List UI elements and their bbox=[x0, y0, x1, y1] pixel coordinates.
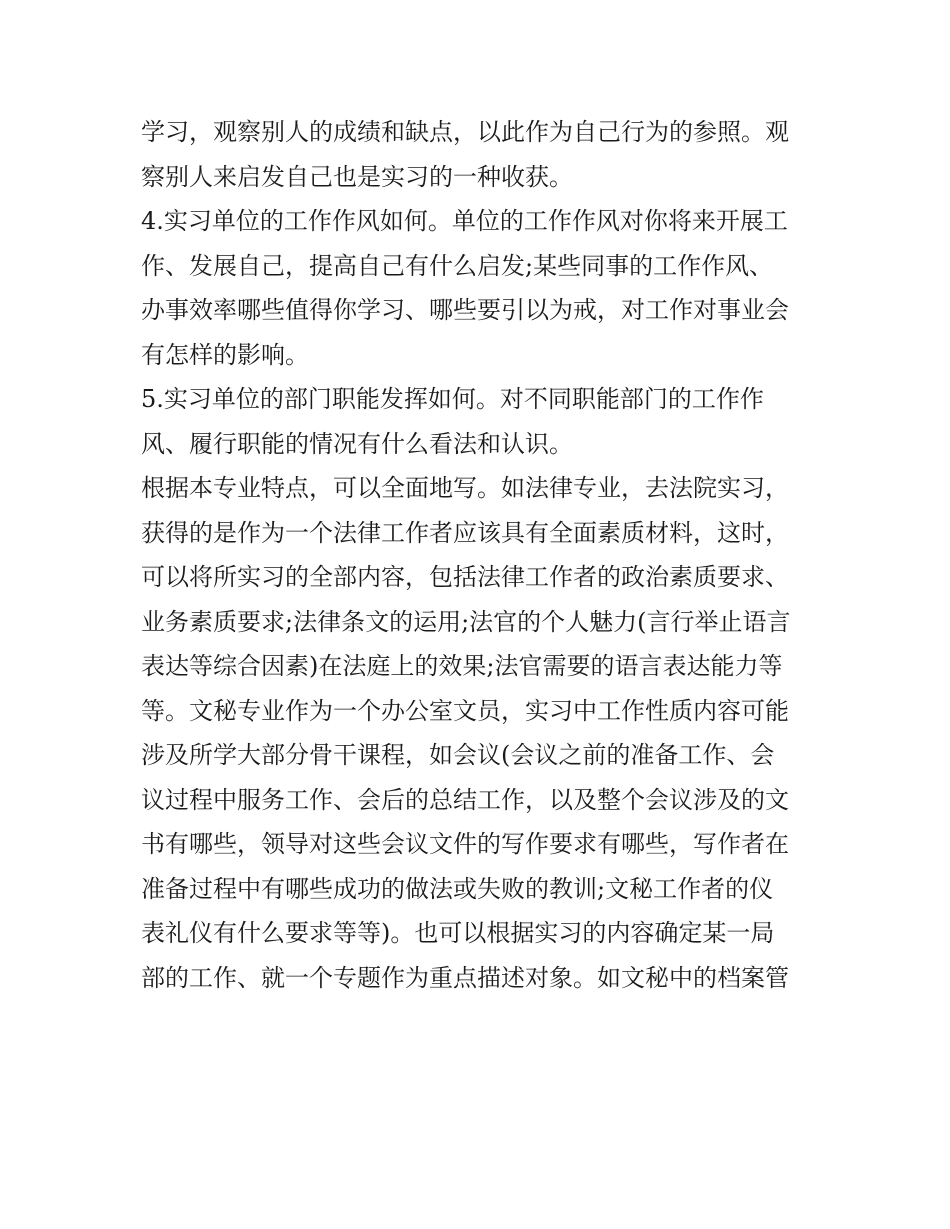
text-line-19: 表礼仪有什么要求等等)。也可以根据实习的内容确定某一局 bbox=[141, 919, 775, 947]
text-line-2: 察别人来启发自己也是实习的一种收获。 bbox=[141, 162, 573, 191]
text-line-18: 准备过程中有哪些成功的做法或失败的教训;文秘工作者的仪 bbox=[141, 874, 774, 903]
text-line-5: 办事效率哪些值得你学习、哪些要引以为戒，对工作对事业会 bbox=[141, 296, 789, 324]
text-line-10: 获得的是作为一个法律工作者应该具有全面素质材料，这时， bbox=[141, 518, 789, 547]
text-line-1: 学习，观察别人的成绩和缺点，以此作为自己行为的参照。观 bbox=[141, 118, 789, 146]
text-line-13: 表达等综合因素)在法庭上的效果;法官需要的语言表达能力等 bbox=[141, 652, 783, 680]
text-line-4: 作、发展自己，提高自己有什么启发;某些同事的工作作风、 bbox=[141, 251, 774, 280]
text-line-16: 议过程中服务工作、会后的总结工作，以及整个会议涉及的文 bbox=[141, 785, 789, 814]
text-line-12: 业务素质要求;法律条文的运用;法官的个人魅力(言行举止语言 bbox=[141, 607, 791, 636]
text-line-20: 部的工作、就一个专题作为重点描述对象。如文秘中的档案管 bbox=[141, 963, 789, 992]
text-line-8: 风、履行职能的情况有什么看法和认识。 bbox=[141, 429, 573, 458]
text-line-17: 书有哪些，领导对这些会议文件的写作要求有哪些，写作者在 bbox=[141, 830, 789, 858]
text-line-11: 可以将所实习的全部内容，包括法律工作者的政治素质要求、 bbox=[141, 563, 789, 591]
text-line-3: 4.实习单位的工作作风如何。单位的工作作风对你将来开展工 bbox=[141, 207, 788, 235]
text-line-7: 5.实习单位的部门职能发挥如何。对不同职能部门的工作作 bbox=[141, 385, 764, 413]
text-line-15: 涉及所学大部分骨干课程，如会议(会议之前的准备工作、会 bbox=[141, 741, 775, 769]
text-line-14: 等。文秘专业作为一个办公室文员，实习中工作性质内容可能 bbox=[141, 696, 789, 725]
text-line-9: 根据本专业特点，可以全面地写。如法律专业，去法院实习， bbox=[141, 474, 789, 502]
text-line-6: 有怎样的影响。 bbox=[141, 340, 309, 369]
body-text bbox=[141, 110, 821, 1000]
